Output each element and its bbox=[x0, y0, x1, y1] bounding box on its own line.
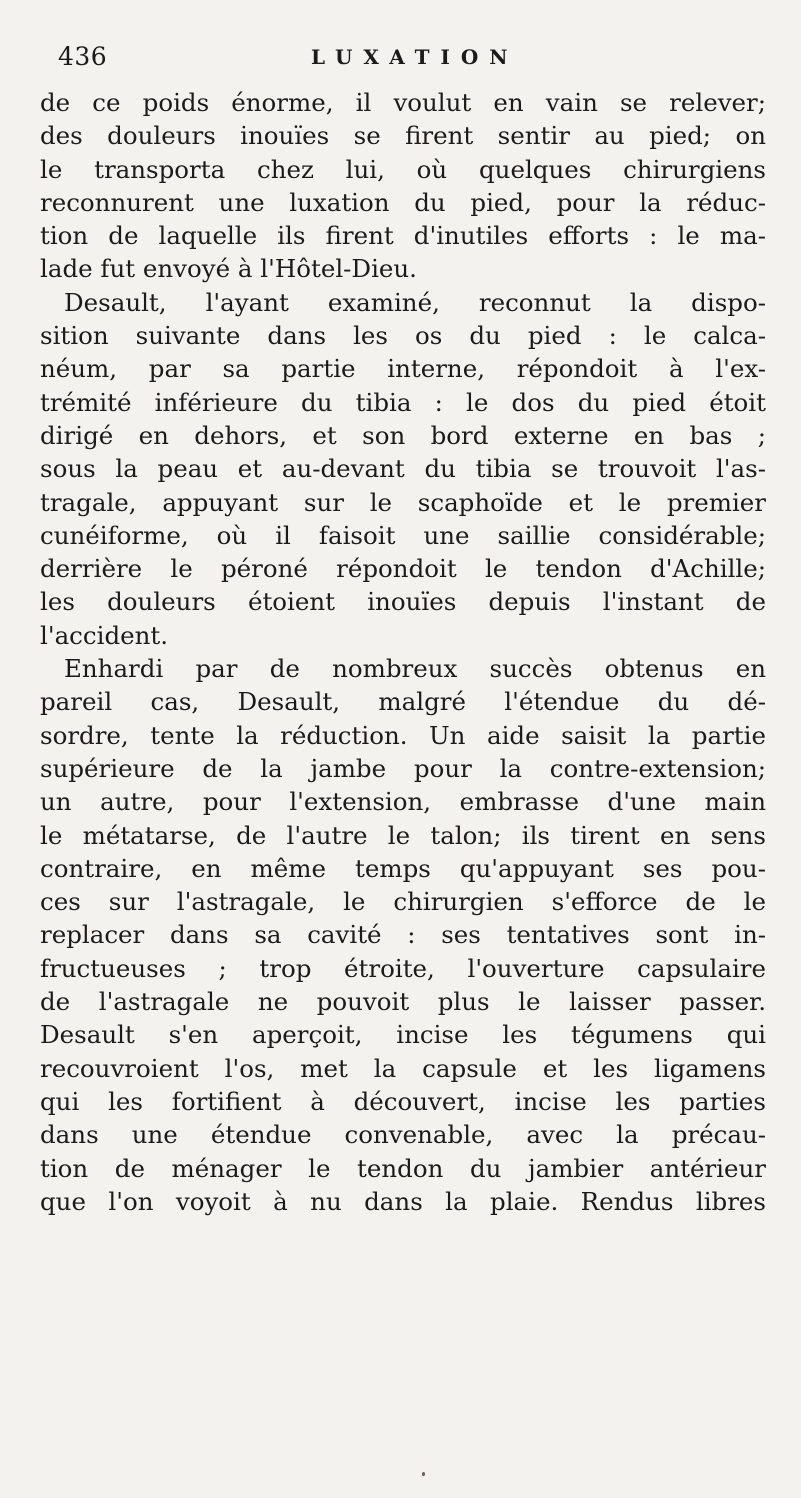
text-line: lade fut envoyé à l'Hôtel-Dieu. bbox=[40, 254, 417, 284]
text-line: de l'astragale ne pouvoit plus le laisser passer. bbox=[40, 987, 766, 1017]
paper-speck bbox=[422, 1472, 425, 1476]
text-line: les douleurs étoient inouïes depuis l'instant de bbox=[40, 587, 766, 617]
text-line: un autre, pour l'extension, embrasse d'une main bbox=[40, 787, 766, 817]
text-line: dans une étendue convenable, avec la précau- bbox=[40, 1120, 766, 1150]
text-line: tion de ménager le tendon du jambier antérieur bbox=[40, 1153, 766, 1183]
text-line: supérieure de la jambe pour la contre-extension; bbox=[40, 753, 766, 783]
text-line: l'accident. bbox=[40, 620, 169, 650]
text-line: sordre, tente la réduction. Un aide saisit la partie bbox=[40, 720, 766, 750]
text-line: tion de laquelle ils firent d'inutiles efforts : le ma- bbox=[40, 221, 766, 251]
text-line: des douleurs inouïes se firent sentir au pied; on bbox=[40, 121, 766, 151]
text-line: contraire, en même temps qu'appuyant ses pou- bbox=[40, 853, 766, 883]
text-line: replacer dans sa cavité : ses tentatives sont in- bbox=[40, 920, 766, 950]
text-line: ces sur l'astragale, le chirurgien s'efforce de le bbox=[40, 887, 766, 917]
paragraph-start-line: Enhardi par de nombreux succès obtenus en bbox=[64, 654, 766, 684]
text-line: fructueuses ; trop étroite, l'ouverture capsulaire bbox=[40, 953, 766, 983]
page-header bbox=[58, 42, 758, 78]
text-line: néum, par sa partie interne, répondoit à l'ex- bbox=[40, 354, 766, 384]
text-line: sous la peau et au-devant du tibia se trouvoit l'as- bbox=[40, 454, 766, 484]
text-line: le métatarse, de l'autre le talon; ils tirent en sens bbox=[40, 820, 766, 850]
text-line: derrière le péroné répondoit le tendon d'Achille; bbox=[40, 554, 766, 584]
text-line: trémité inférieure du tibia : le dos du pied étoit bbox=[40, 387, 766, 417]
text-line: qui les fortifient à découvert, incise les parties bbox=[40, 1086, 766, 1116]
text-line: que l'on voyoit à nu dans la plaie. Rendus libres bbox=[40, 1186, 766, 1216]
paragraph-start-line: Desault, l'ayant examiné, reconnut la dispo- bbox=[64, 287, 766, 317]
page-number: 436 bbox=[58, 42, 108, 71]
text-line: pareil cas, Desault, malgré l'étendue du dé- bbox=[40, 687, 766, 717]
text-line: recouvroient l'os, met la capsule et les ligamens bbox=[40, 1053, 766, 1083]
text-line: le transporta chez lui, où quelques chirurgiens bbox=[40, 154, 766, 184]
text-line: reconnurent une luxation du pied, pour la réduc- bbox=[40, 187, 766, 217]
text-line: dirigé en dehors, et son bord externe en bas ; bbox=[40, 420, 766, 450]
text-line: Desault s'en aperçoit, incise les tégumens qui bbox=[40, 1020, 766, 1050]
body-text bbox=[40, 86, 766, 1218]
text-line: cunéiforme, où il faisoit une saillie considérable; bbox=[40, 520, 766, 550]
text-line: sition suivante dans les os du pied : le calca- bbox=[40, 321, 766, 351]
running-title: LUXATION bbox=[311, 45, 519, 69]
text-line: de ce poids énorme, il voulut en vain se relever; bbox=[40, 88, 766, 117]
text-line: tragale, appuyant sur le scaphoïde et le premier bbox=[40, 487, 766, 517]
